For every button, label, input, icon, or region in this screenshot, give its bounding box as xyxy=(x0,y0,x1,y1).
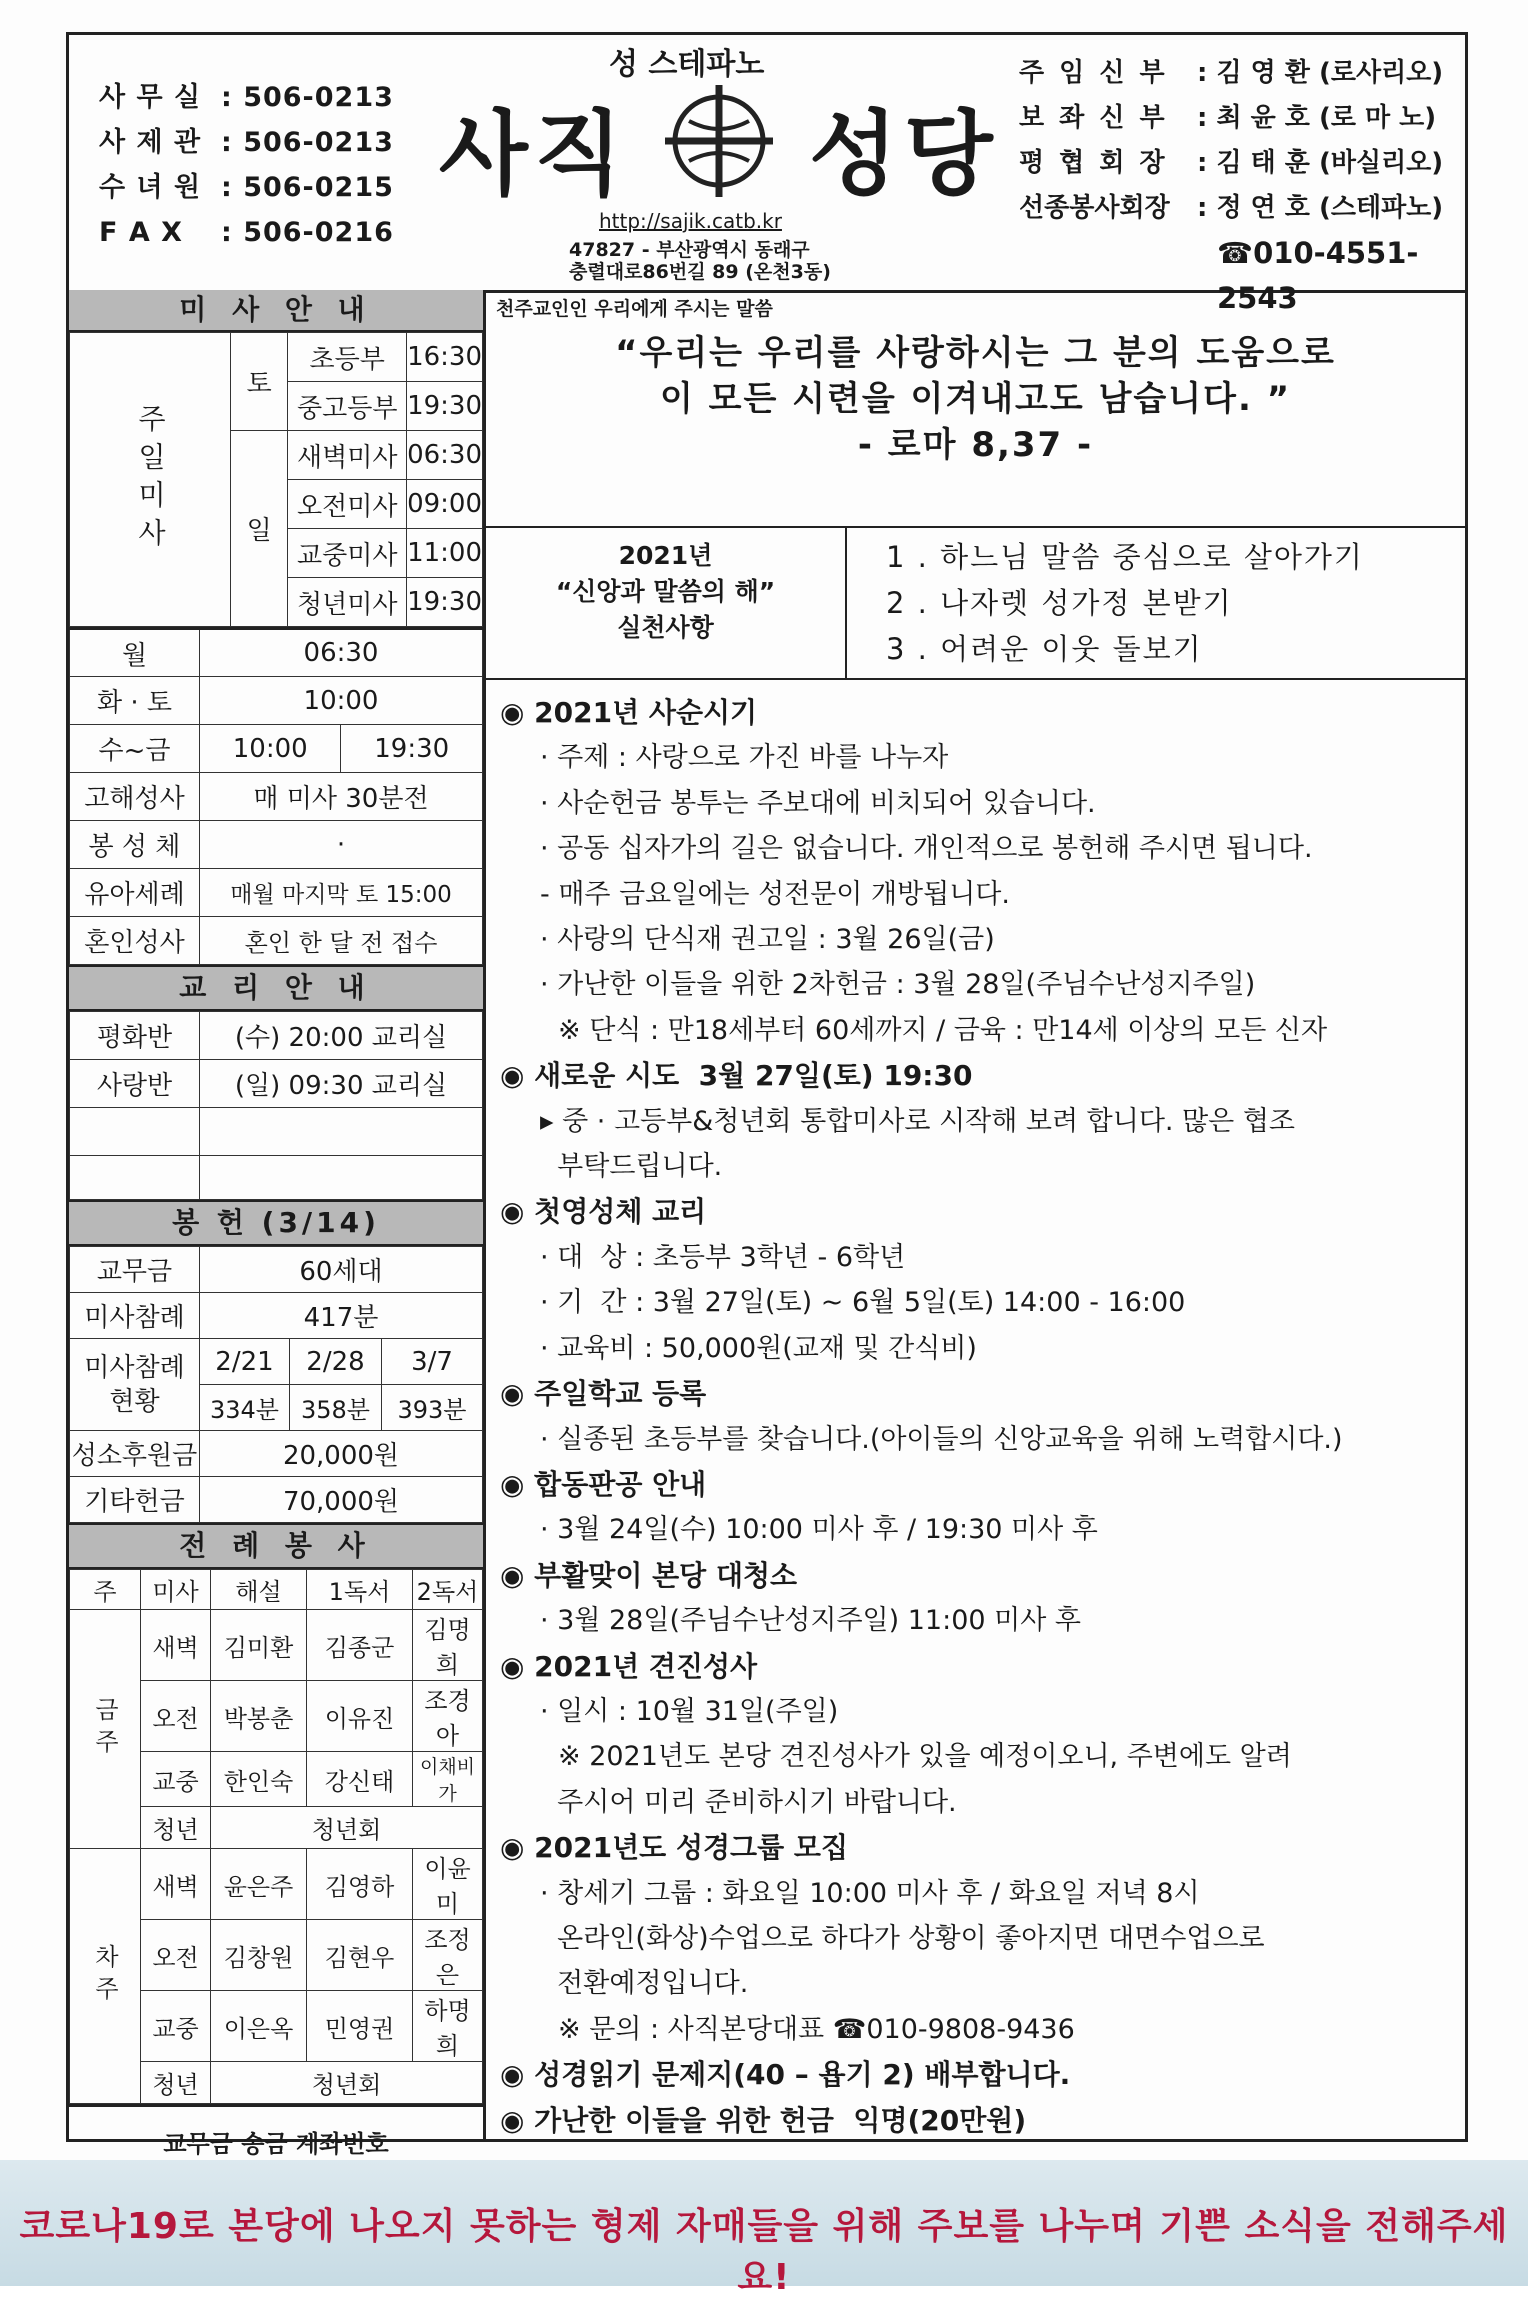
announcement-line: · 대 상 : 초등부 3학년 - 6학년 xyxy=(540,1241,906,1273)
year-theme-line: 2021년 xyxy=(618,541,713,570)
weekday-time: 19:30 xyxy=(341,725,483,773)
contact-number: : 506-0216 xyxy=(221,217,394,248)
mass-name: 초등부 xyxy=(288,333,407,382)
weekday-mass-table xyxy=(69,627,483,965)
mass-slot: 교중 xyxy=(141,1991,211,2062)
volunteer-name: 민영권 xyxy=(307,1991,413,2062)
volunteer-name: 김미환 xyxy=(211,1610,307,1681)
mass-slot: 오전 xyxy=(141,1681,211,1752)
announcement-heading: ◉ 가난한 이들을 위한 헌금 익명(20만원) xyxy=(500,2103,1027,2137)
parish-phone: ☎010-4551-2543 xyxy=(1217,236,1419,315)
attendance-date: 2/28 xyxy=(290,1339,382,1385)
quote-line: 이 모든 시련을 이겨내고도 남습니다. ” xyxy=(659,379,1292,419)
attendance-count: 393분 xyxy=(382,1385,483,1431)
year-theme-items xyxy=(886,534,1364,672)
sacrament-label: 유아세례 xyxy=(70,869,200,917)
announcement-line: 주시어 미리 준비하시기 바랍니다. xyxy=(540,1786,957,1818)
attendance-count: 358분 xyxy=(290,1385,382,1431)
announcement-line: ▸ 중 · 고등부&청년회 통합미사로 시작해 보려 합니다. 많은 협조 xyxy=(540,1105,1295,1137)
next-week-label: 차주 xyxy=(70,1849,141,2104)
mass-slot: 청년 xyxy=(141,1807,211,1849)
announcement-line: ※ 2021년도 본당 견진성사가 있을 예정이오니, 주변에도 알려 xyxy=(558,1741,1292,1773)
address xyxy=(569,239,831,283)
announcement-line: · 사순헌금 봉투는 주보대에 비치되어 있습니다. xyxy=(540,787,1096,819)
bulletin-frame xyxy=(66,32,1468,2158)
clergy-list xyxy=(1019,51,1465,321)
announcement-line: · 3월 24일(수) 10:00 미사 후 / 19:30 미사 후 xyxy=(540,1514,1098,1546)
volunteer-group: 청년회 xyxy=(211,1807,483,1849)
contact-label: F A X xyxy=(99,217,183,248)
volunteer-name: 이은옥 xyxy=(211,1991,307,2062)
announcement-heading: ◉ 2021년 견진성사 xyxy=(500,1649,758,1683)
announcement-heading: ◉ 부활맞이 본당 대청소 xyxy=(500,1558,798,1592)
quote-label: 천주교인인 우리에게 주시는 말씀 xyxy=(496,298,773,320)
contact-label: 사 무 실 xyxy=(99,82,202,113)
column-header: 1독서 xyxy=(307,1570,413,1610)
volunteer-group: 청년회 xyxy=(211,2062,483,2104)
volunteer-name: 김현우 xyxy=(307,1920,413,1991)
mass-time: 11:00 xyxy=(407,529,483,578)
footer-banner xyxy=(0,2160,1528,2298)
sacrament-info: 매 미사 30분전 xyxy=(200,773,483,821)
mass-slot: 새벽 xyxy=(141,1610,211,1681)
announcement-line: ※ 문의 : 사직본당대표 ☎010-9808-9436 xyxy=(558,2013,1075,2045)
liturgy-table xyxy=(69,1569,483,2104)
sacrament-info: · xyxy=(200,821,483,869)
mass-time: 19:30 xyxy=(407,578,483,627)
mass-name: 새벽미사 xyxy=(288,431,407,480)
title-part-2: 성당 xyxy=(809,101,999,208)
announcement-line: - 매주 금요일에는 성전문이 개방됩니다. xyxy=(540,878,1010,910)
announcement-line: ※ 단식 : 만18세부터 60세까지 / 금육 : 만14세 이상의 모든 신자 xyxy=(558,1014,1328,1046)
weekday-label: 화 · 토 xyxy=(70,677,200,725)
announcement-line: · 교육비 : 50,000원(교재 및 간식비) xyxy=(540,1332,977,1364)
announcement-line: 온라인(화상)수업으로 하다가 상황이 좋아지면 대면수업으로 xyxy=(540,1922,1265,1954)
attendance-count: 334분 xyxy=(200,1385,290,1431)
offering-section-title: 봉 헌 (3/14) xyxy=(69,1200,483,1246)
mass-name: 오전미사 xyxy=(288,480,407,529)
volunteer-name: 이채비가 xyxy=(413,1752,483,1807)
clergy-role: 평 협 회 장 xyxy=(1019,148,1168,178)
offering-table xyxy=(69,1246,483,1523)
column-header: 미사 xyxy=(141,1570,211,1610)
mass-section-title: 미 사 안 내 xyxy=(69,290,483,332)
sunday-mass-label: 주일미사 xyxy=(70,333,231,627)
contact-number: : 506-0213 xyxy=(221,82,394,113)
theme-item: 1 . 하느님 말씀 중심으로 살아가기 xyxy=(886,540,1364,574)
announcement-line: · 실종된 초등부를 찾습니다.(아이들의 신앙교육을 위해 노력합시다.) xyxy=(540,1423,1343,1455)
announcement-heading: ◉ 2021년도 성경그룹 모집 xyxy=(500,1831,848,1865)
announcement-line: · 주제 : 사랑으로 가진 바를 나누자 xyxy=(540,742,949,774)
year-theme-line: “신앙과 말씀의 해” xyxy=(555,577,776,606)
catechism-table xyxy=(69,1011,483,1200)
attendance-status-label xyxy=(70,1339,200,1431)
patron-saint: 성 스테파노 xyxy=(609,47,765,82)
mass-slot: 교중 xyxy=(141,1752,211,1807)
sunday-label: 일 xyxy=(231,431,288,627)
volunteer-name: 조경아 xyxy=(413,1681,483,1752)
year-theme-box xyxy=(486,526,1465,680)
volunteer-name: 박봉춘 xyxy=(211,1681,307,1752)
quote-line: “우리는 우리를 사랑하시는 그 분의 도움으로 xyxy=(615,333,1336,373)
sacrament-info: 매월 마지막 토 15:00 xyxy=(200,869,483,917)
status-label-line: 미사참례 xyxy=(84,1352,185,1383)
right-column xyxy=(486,290,1465,2139)
catechism-section-title: 교 리 안 내 xyxy=(69,965,483,1011)
column-header: 주 xyxy=(70,1570,141,1610)
theme-item: 2 . 나자렛 성가정 본받기 xyxy=(886,586,1233,620)
volunteer-name: 윤은주 xyxy=(211,1849,307,1920)
empty-cell xyxy=(200,1156,483,1200)
contact-label: 수 녀 원 xyxy=(99,172,202,203)
announcement-line: · 가난한 이들을 위한 2차헌금 : 3월 28일(주님수난성지주일) xyxy=(540,969,1256,1001)
column-header: 해설 xyxy=(211,1570,307,1610)
column-header: 2독서 xyxy=(413,1570,483,1610)
volunteer-name: 김종군 xyxy=(307,1610,413,1681)
offering-value: 20,000원 xyxy=(200,1431,483,1477)
attendance-date: 2/21 xyxy=(200,1339,290,1385)
empty-cell xyxy=(70,1156,200,1200)
announcement-line: 부탁드립니다. xyxy=(540,1151,723,1183)
offering-label: 성소후원금 xyxy=(70,1431,200,1477)
class-name: 사랑반 xyxy=(70,1060,200,1108)
offering-value: 70,000원 xyxy=(200,1477,483,1523)
mass-time: 09:00 xyxy=(407,480,483,529)
scripture-quote xyxy=(486,330,1465,468)
clergy-name: : 정 연 호 (스테파노) xyxy=(1197,193,1444,223)
cross-emblem-icon xyxy=(659,81,779,201)
year-theme-title xyxy=(486,528,847,678)
address-line: 47827 - 부산광역시 동래구 xyxy=(569,239,810,261)
offering-label: 미사참례 xyxy=(70,1293,200,1339)
mass-slot: 새벽 xyxy=(141,1849,211,1920)
sacrament-label: 혼인성사 xyxy=(70,917,200,965)
announcement-heading: ◉ 성경읽기 문제지(40 – 욥기 2) 배부합니다. xyxy=(500,2058,1071,2092)
mass-name: 청년미사 xyxy=(288,578,407,627)
year-theme-line: 실천사항 xyxy=(617,613,714,642)
mass-schedule-table xyxy=(69,332,483,627)
account-title: 교무금 송금 계좌번호 xyxy=(163,2130,389,2158)
footer-message: 코로나19로 본당에 나오지 못하는 형제 자매들을 위해 주보를 나누며 기쁜 소식을 전해주세요! xyxy=(19,2206,1509,2298)
announcement-heading: ◉ 새로운 시도 3월 27일(토) 19:30 xyxy=(500,1059,973,1093)
volunteer-name: 김영하 xyxy=(307,1849,413,1920)
this-week-label: 금주 xyxy=(70,1610,141,1849)
left-column xyxy=(69,290,486,2158)
volunteer-name: 김명희 xyxy=(413,1610,483,1681)
saturday-label: 토 xyxy=(231,333,288,431)
announcement-line: · 사랑의 단식재 권고일 : 3월 26일(금) xyxy=(540,924,995,956)
announcement-line: · 공동 십자가의 길은 없습니다. 개인적으로 봉헌해 주시면 됩니다. xyxy=(540,833,1313,865)
mass-name: 중고등부 xyxy=(288,382,407,431)
offering-value: 60세대 xyxy=(200,1247,483,1293)
contact-number: : 506-0213 xyxy=(221,127,394,158)
volunteer-name: 김창원 xyxy=(211,1920,307,1991)
announcement-heading: ◉ 주일학교 등록 xyxy=(500,1377,707,1411)
class-time: (수) 20:00 교리실 xyxy=(200,1012,483,1060)
announcement-line: · 창세기 그룹 : 화요일 10:00 미사 후 / 화요일 저녁 8시 xyxy=(540,1877,1200,1909)
weekday-time: 10:00 xyxy=(200,725,341,773)
empty-cell xyxy=(70,1108,200,1156)
volunteer-name: 하명희 xyxy=(413,1991,483,2062)
announcement-heading: ◉ 첫영성체 교리 xyxy=(500,1195,707,1229)
address-line: 충렬대로86번길 89 (온천3동) xyxy=(569,261,831,283)
announcement-line: 전환예정입니다. xyxy=(540,1968,749,2000)
sacrament-label: 봉 성 체 xyxy=(70,821,200,869)
clergy-name: : 김 영 환 (로사리오) xyxy=(1197,58,1444,88)
weekday-label: 수~금 xyxy=(70,725,200,773)
clergy-role: 선종봉사회장 xyxy=(1019,193,1170,223)
clergy-role: 보 좌 신 부 xyxy=(1019,103,1168,133)
mass-time: 16:30 xyxy=(407,333,483,382)
church-title xyxy=(429,81,1029,208)
contact-list xyxy=(99,75,394,255)
empty-cell xyxy=(200,1108,483,1156)
clergy-name: : 최 윤 호 (로 마 노) xyxy=(1197,103,1437,133)
announcement-line: · 일시 : 10월 31일(주일) xyxy=(540,1695,839,1727)
mass-time: 06:30 xyxy=(407,431,483,480)
weekday-label: 월 xyxy=(70,629,200,677)
mass-time: 19:30 xyxy=(407,382,483,431)
mass-slot: 오전 xyxy=(141,1920,211,1991)
offering-label: 교무금 xyxy=(70,1247,200,1293)
volunteer-name: 강신태 xyxy=(307,1752,413,1807)
weekday-time: 06:30 xyxy=(200,629,483,677)
class-time: (일) 09:30 교리실 xyxy=(200,1060,483,1108)
mass-name: 교중미사 xyxy=(288,529,407,578)
volunteer-name: 조정은 xyxy=(413,1920,483,1991)
announcement-heading: ◉ 2021년 사순시기 xyxy=(500,696,758,729)
status-label-line: 현황 xyxy=(109,1386,160,1417)
contact-number: : 506-0215 xyxy=(221,172,394,203)
clergy-role: 주 임 신 부 xyxy=(1019,58,1168,88)
sacrament-info: 혼인 한 달 전 접수 xyxy=(200,917,483,965)
attendance-date: 3/7 xyxy=(382,1339,483,1385)
offering-label: 기타헌금 xyxy=(70,1477,200,1523)
title-part-1: 사직 xyxy=(439,101,629,208)
volunteer-name: 이유진 xyxy=(307,1681,413,1752)
liturgy-section-title: 전 례 봉 사 xyxy=(69,1523,483,1569)
volunteer-name: 이윤미 xyxy=(413,1849,483,1920)
theme-item: 3 . 어려운 이웃 돌보기 xyxy=(886,632,1203,666)
sacrament-label: 고해성사 xyxy=(70,773,200,821)
quote-reference: - 로마 8,37 - xyxy=(857,425,1094,465)
volunteer-name: 한인숙 xyxy=(211,1752,307,1807)
weekday-time: 10:00 xyxy=(200,677,483,725)
contact-label: 사 제 관 xyxy=(99,127,202,158)
clergy-name: : 김 태 훈 (바실리오) xyxy=(1197,148,1444,178)
class-name: 평화반 xyxy=(70,1012,200,1060)
mass-slot: 청년 xyxy=(141,2062,211,2104)
announcement-line: · 기 간 : 3월 27일(토) ~ 6월 5일(토) 14:00 - 16:00 xyxy=(540,1287,1186,1319)
website-link[interactable]: http://sajik.catb.kr xyxy=(599,209,782,233)
announcements xyxy=(500,690,1460,2143)
offering-value: 417분 xyxy=(200,1293,483,1339)
announcement-heading: ◉ 합동판공 안내 xyxy=(500,1467,707,1501)
announcement-line: · 3월 28일(주님수난성지주일) 11:00 미사 후 xyxy=(540,1605,1081,1637)
